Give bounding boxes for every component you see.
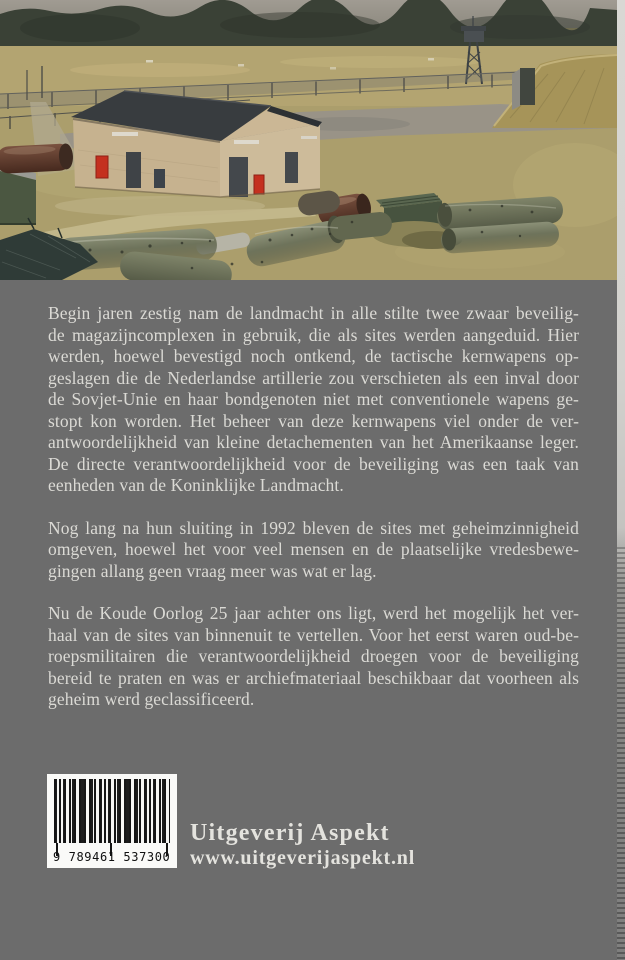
vent-strip [112,132,138,136]
vent-strip [301,136,317,139]
blurb-line: antwoordelijkheid van kleine detachementen van het Amerikaanse leger. [48,432,579,452]
barcode-bars [54,779,170,843]
blurb-line: stopt kon worden. Het beheer van deze kernwapens viel onder de ver- [48,410,579,431]
field-marker [330,67,336,70]
publisher-website: www.uitgeverijaspekt.nl [190,847,416,869]
cover-photo [0,0,617,280]
barcode-digits: 9 789461 537300 [53,850,171,864]
blurb-line: Nu de Koude Oorlog 25 jaar achter ons ligt, werd het mogelijk het ver- [48,603,579,623]
red-door [96,156,108,178]
blurb-line: roepsmilitairen die verantwoordelijkheid droegen voor de beveiliging [48,646,579,666]
mown-patch [70,63,250,77]
field-marker [146,60,153,63]
blurb-line: de Sovjet-Unie en haar bondgenoten niet met conventionele wapens ge- [48,389,579,409]
bunker-door [520,68,535,105]
building-door [285,152,298,183]
blurb-line: haal van de sites van binnenuit te vertellen. Voor het eerst waren oud-be- [48,624,579,645]
blurb-line: gingen allang geen vraag meer was wat er lag. [48,560,377,581]
publisher-name: Uitgeverij Aspekt [190,820,390,846]
blurb-line: bereid te praten en was er archiefmateriaal beschikbaar dat voorheen als [48,667,579,688]
isbn-barcode [47,774,177,868]
scanned-page-edge [617,0,625,960]
mown-patch [280,56,480,68]
blurb-line: eenheden van de Koninklijke Landmacht. [48,475,344,495]
blurb-line: Nog lang na hun sluiting in 1992 bleven de sites met geheimzinnigheid [48,517,579,538]
rusty-tank-left [0,143,74,174]
field-marker [428,58,434,61]
tree-clump [220,12,380,38]
tree-clump [20,14,140,42]
cover-photo-svg [0,0,617,280]
blurb-paragraph-2 [48,518,579,583]
blurb-line: geslagen die de Nederlandse artillerie zou verschieten als een inval door [48,367,579,388]
blurb-line: de magazijncomplexen in gebruik, die als sites werden aangeduid. Hier [48,324,579,345]
blurb-paragraph-1 [48,303,579,497]
wall-box [154,169,165,188]
blurb [48,303,579,732]
vent-strip [234,140,259,144]
blurb-line: geheim werd geclassificeerd. [48,689,255,709]
building-door [229,157,248,197]
blurb-line: De directe verantwoordelijkheid voor de beveiliging was een taak van [48,453,579,474]
blurb-line: werden, hoewel bevestigd noch ontkend, de tactische kernwapens op- [48,346,579,366]
path-around-building [55,196,265,216]
red-door [254,175,264,194]
building-door [126,152,141,188]
blurb-line: Begin jaren zestig nam de landmacht in alle stilte twee zwaar beveilig- [48,303,579,323]
field-marker [238,64,244,67]
publisher-block [190,820,415,870]
blurb-line: omgeven, hoewel het voor veel mensen en de plaatselijke vredesbewe- [48,539,579,559]
shed [0,164,36,224]
blurb-paragraph-3 [48,603,579,711]
